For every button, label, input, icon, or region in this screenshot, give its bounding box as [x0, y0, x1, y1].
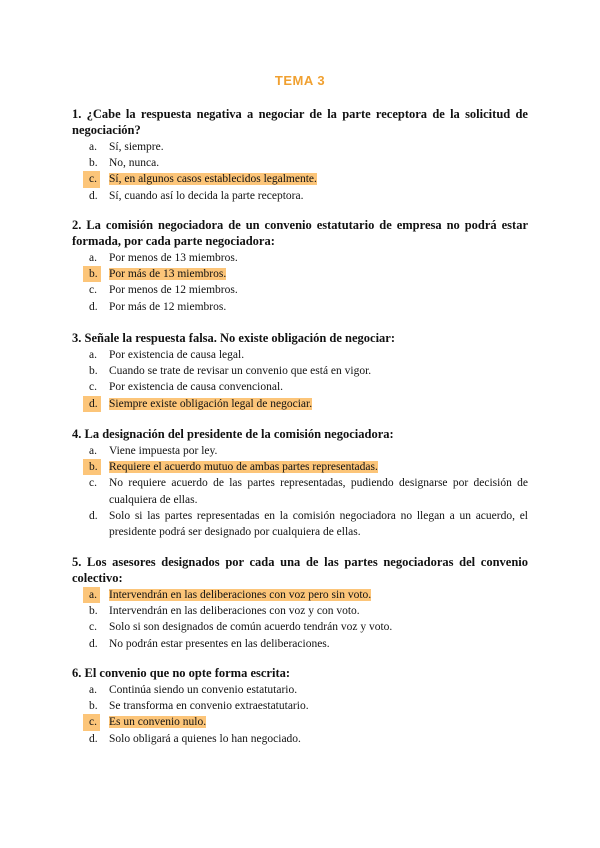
option-d — [72, 188, 528, 204]
option-letter: b. — [89, 605, 98, 618]
option-letter: b. — [89, 700, 98, 713]
option-d-correct — [72, 396, 528, 412]
option-b-correct — [72, 266, 528, 282]
option-c — [72, 379, 528, 395]
option-text: Se transforma en convenio extraestatutario. — [109, 700, 309, 713]
option-a — [72, 682, 528, 698]
option-c — [72, 475, 528, 507]
option-letter: d. — [89, 509, 98, 522]
option-d — [72, 508, 528, 540]
option-a — [72, 139, 528, 155]
option-letter: c. — [89, 284, 97, 297]
option-text: No podrán estar presentes en las deliberaciones. — [109, 637, 330, 650]
option-text: Intervendrán en las deliberaciones con voz y con voto. — [109, 605, 360, 618]
option-c — [72, 282, 528, 298]
option-b — [72, 603, 528, 619]
option-c-correct — [72, 171, 528, 187]
option-d — [72, 636, 528, 652]
option-letter: a. — [83, 587, 100, 603]
option-letter: b. — [83, 266, 101, 282]
option-letter: d. — [89, 300, 98, 313]
option-d — [72, 731, 528, 747]
option-letter: c. — [89, 621, 97, 634]
option-text: Es un convenio nulo. — [109, 716, 207, 729]
option-text: Por existencia de causa legal. — [109, 349, 245, 361]
option-text: No requiere acuerdo de las partes representadas, pudiendo designarse por decisión de cualquiera de ellas. — [109, 477, 528, 506]
option-text: Sí, siempre. — [109, 141, 164, 153]
option-letter: a. — [89, 252, 97, 264]
option-letter: b. — [83, 459, 101, 475]
option-letter: c. — [83, 714, 100, 730]
option-b — [72, 698, 528, 714]
option-a — [72, 347, 528, 363]
option-a — [72, 443, 528, 459]
option-a — [72, 250, 528, 266]
question-text: 1. ¿Cabe la respuesta negativa a negociar de la parte receptora de la solicitud de negociación? — [72, 107, 528, 137]
question-text: 5. Los asesores designados por cada una de las partes negociadoras del convenio colectivo: — [72, 555, 528, 585]
option-d — [72, 299, 528, 315]
option-letter: a. — [89, 445, 97, 457]
option-text: Por menos de 12 miembros. — [109, 284, 238, 297]
options-list — [72, 139, 528, 204]
question-text: 6. El convenio que no opte forma escrita: — [72, 666, 291, 680]
question-5 — [72, 554, 528, 652]
option-text: Por existencia de causa convencional. — [109, 381, 284, 394]
question-text: 2. La comisión negociadora de un convenio estatutario de empresa no podrá estar formada, por cada parte negociadora: — [72, 218, 528, 248]
question-2 — [72, 217, 528, 315]
option-letter: a. — [89, 684, 97, 696]
option-text: Sí, en algunos casos establecidos legalmente. — [109, 173, 317, 186]
option-letter: b. — [89, 157, 98, 170]
option-letter: a. — [89, 349, 97, 361]
option-letter: c. — [89, 381, 97, 394]
option-letter: c. — [89, 477, 97, 490]
option-text: Continúa siendo un convenio estatutario. — [109, 684, 298, 696]
option-b — [72, 155, 528, 171]
option-a-correct — [72, 587, 528, 603]
option-b-correct — [72, 459, 528, 475]
question-4 — [72, 426, 528, 540]
question-6 — [72, 665, 528, 747]
option-letter: d. — [89, 732, 98, 745]
option-letter: a. — [89, 141, 97, 153]
option-text: Solo si las partes representadas en la comisión negociadora no llegan a un acuerdo, el presidente podrá ser designado por cualquiera de ellas. — [109, 509, 528, 539]
question-3 — [72, 330, 528, 412]
option-b — [72, 363, 528, 379]
option-text: Por más de 13 miembros. — [109, 268, 227, 281]
option-letter: d. — [89, 189, 98, 202]
option-text: Solo si son designados de común acuerdo tendrán voz y voto. — [109, 621, 393, 634]
options-list — [72, 250, 528, 315]
option-text: Por menos de 13 miembros. — [109, 252, 238, 264]
option-text: Viene impuesta por ley. — [109, 445, 218, 457]
option-text: Siempre existe obligación legal de negociar. — [109, 397, 313, 410]
option-c — [72, 619, 528, 635]
question-text: 4. La designación del presidente de la comisión negociadora: — [72, 427, 394, 441]
options-list — [72, 347, 528, 412]
option-text: Solo obligará a quienes lo han negociado. — [109, 732, 301, 745]
option-letter: d. — [89, 637, 98, 650]
option-text: Intervendrán en las deliberaciones con voz pero sin voto. — [109, 589, 372, 601]
options-list — [72, 443, 528, 540]
option-text: Por más de 12 miembros. — [109, 300, 227, 313]
option-text: Sí, cuando así lo decida la parte receptora. — [109, 189, 304, 202]
option-text: No, nunca. — [109, 157, 160, 170]
question-1 — [72, 106, 528, 204]
question-text: 3. Señale la respuesta falsa. No existe obligación de negociar: — [72, 331, 396, 345]
options-list — [72, 587, 528, 652]
option-text: Requiere el acuerdo mutuo de ambas partes representadas. — [109, 461, 378, 474]
option-c-correct — [72, 714, 528, 730]
option-letter: d. — [83, 396, 101, 412]
page-title: TEMA 3 — [274, 73, 326, 88]
option-letter: b. — [89, 365, 98, 378]
options-list — [72, 682, 528, 747]
option-letter: c. — [83, 171, 100, 187]
option-text: Cuando se trate de revisar un convenio que está en vigor. — [109, 365, 372, 378]
